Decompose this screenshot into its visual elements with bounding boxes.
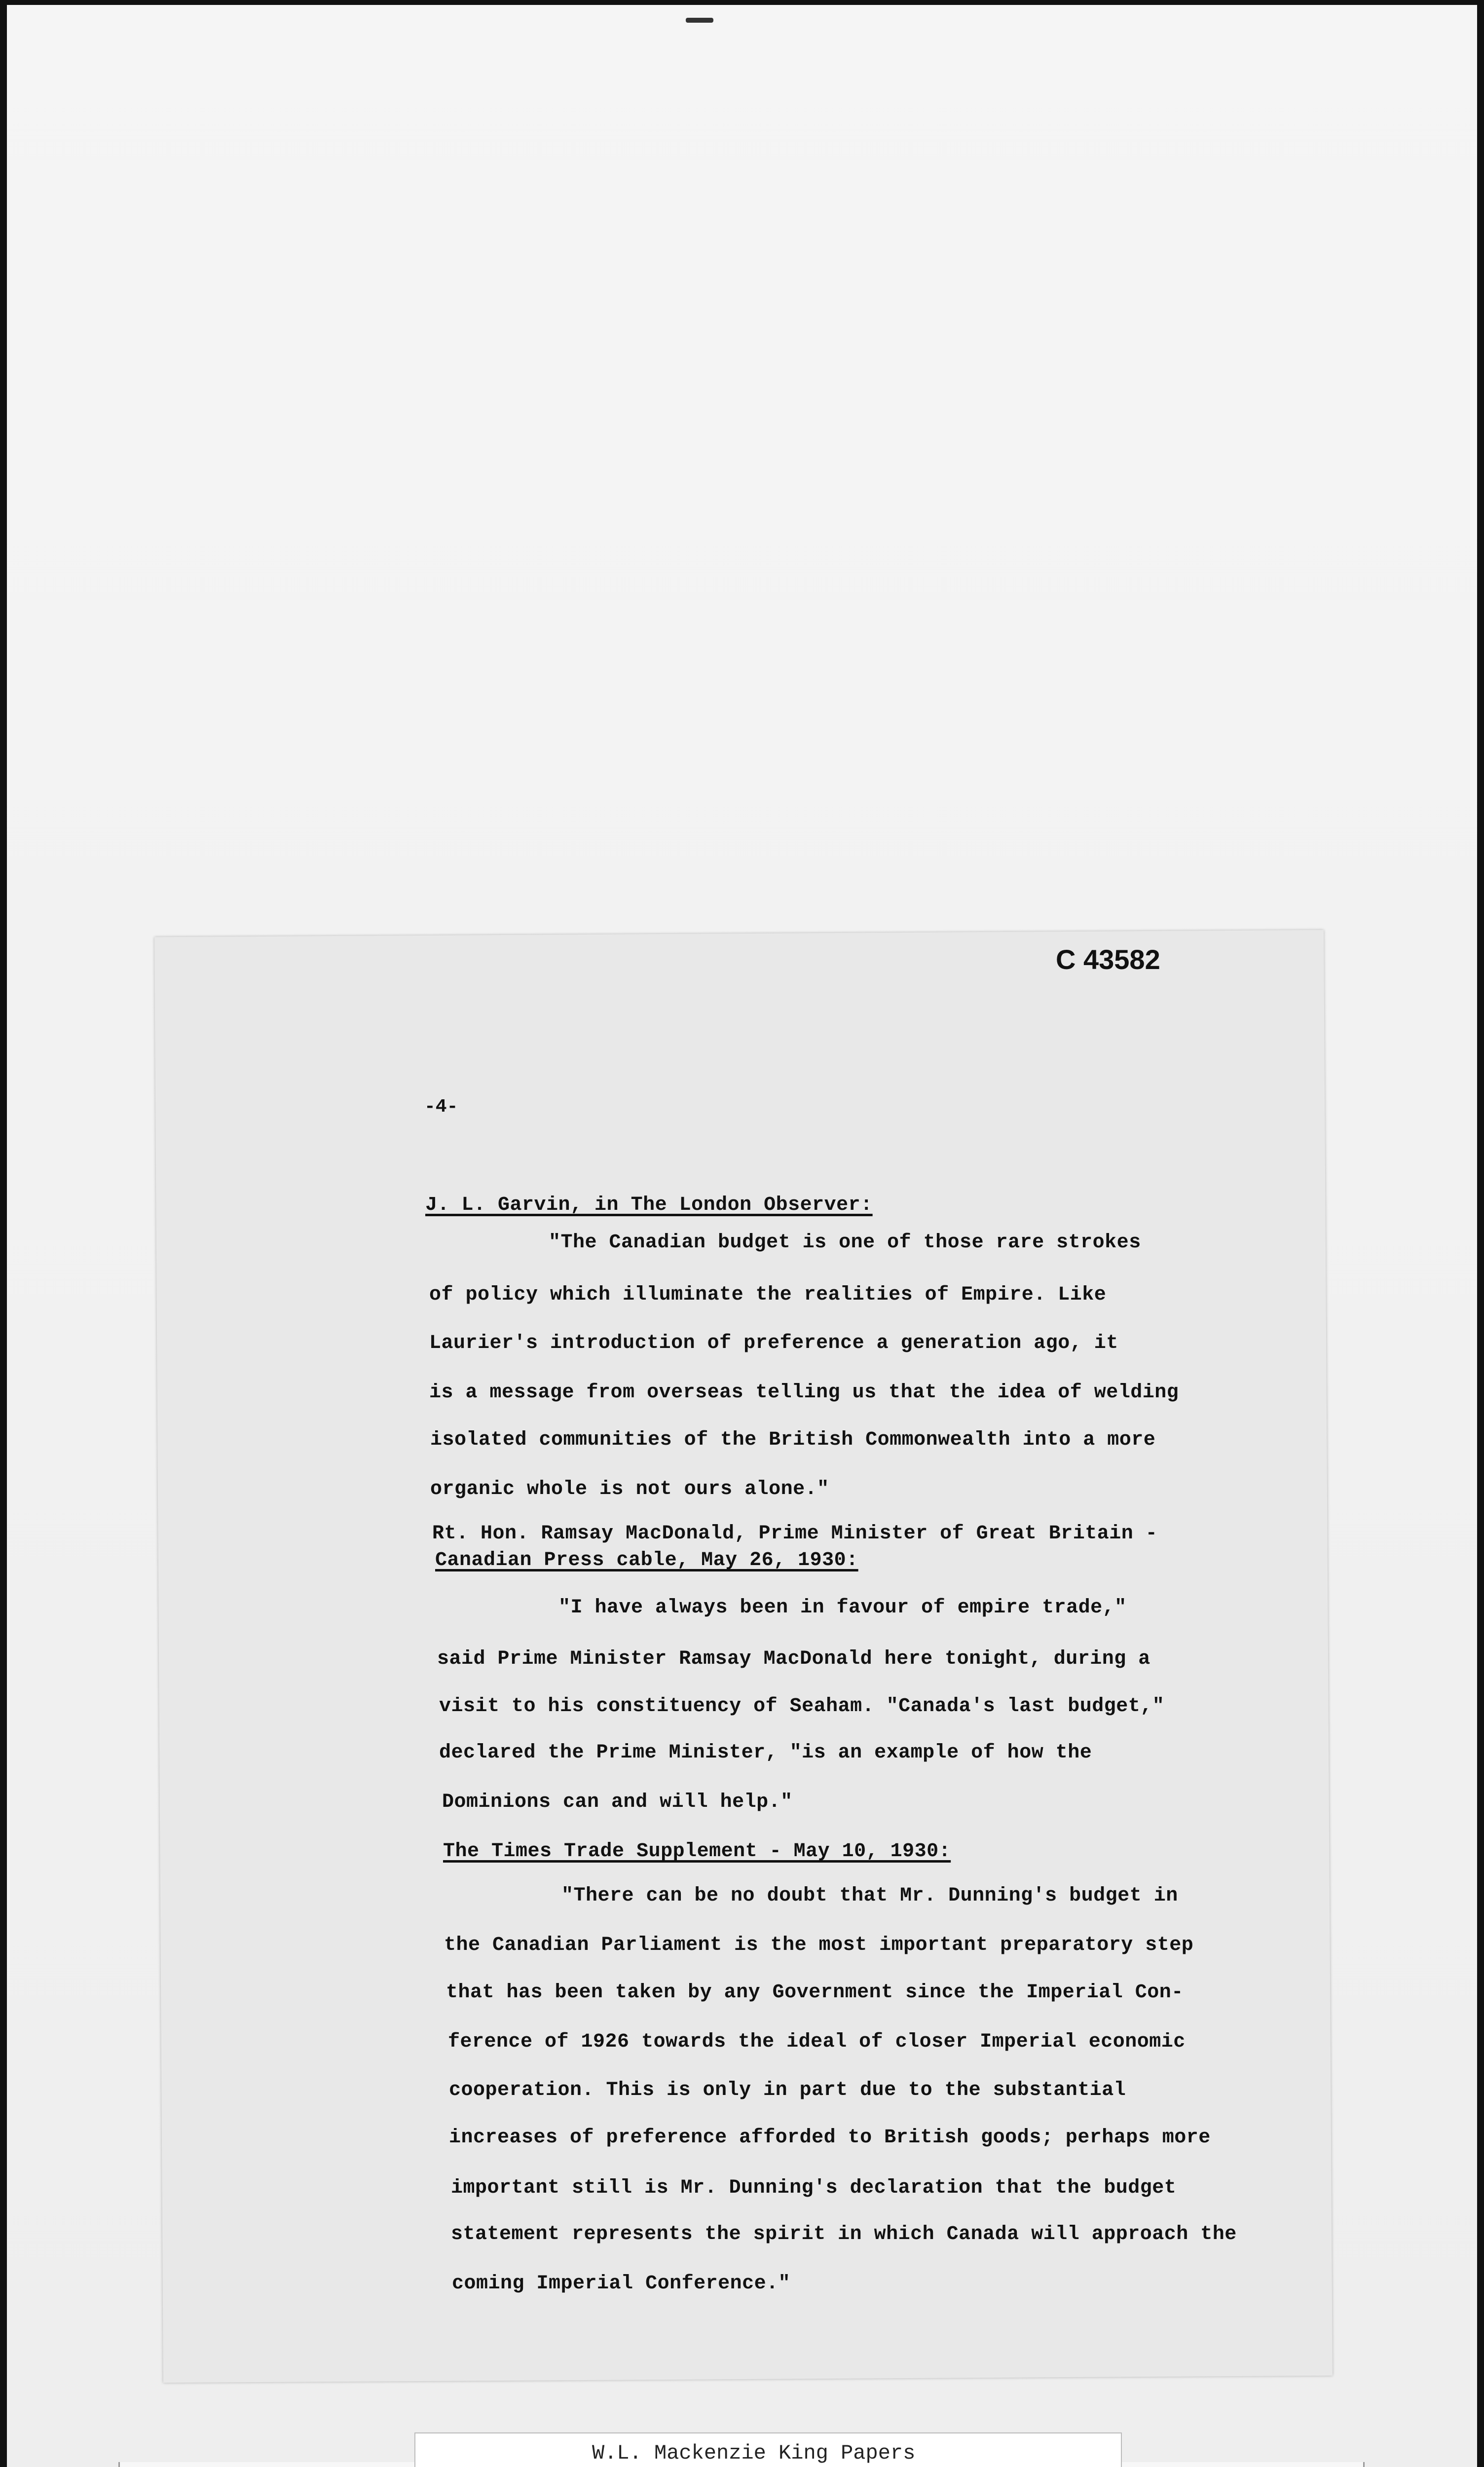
text-line: of policy which illuminate the realities of Empire. Like [429,1284,1107,1306]
heading-times: The Times Trade Supplement - May 10, 1930: [443,1840,951,1863]
text-line: statement represents the spirit in which Canada will approach the [451,2223,1237,2245]
text-line: "I have always been in favour of empire trade," [558,1597,1127,1619]
text-line: organic whole is not ours alone." [430,1478,829,1500]
text-line: visit to his constituency of Seaham. "Canada's last budget," [439,1695,1165,1718]
text-line: important still is Mr. Dunning's declaration that the budget [451,2177,1177,2199]
collection-name: W.L. Mackenzie King Papers [592,2441,916,2465]
page-number: -4- [424,1096,458,1118]
text-line: declared the Prime Minister, "is an example of how the [439,1742,1092,1764]
text-line: Laurier's introduction of preference a generation ago, it [429,1332,1118,1354]
heading-macdonald: Rt. Hon. Ramsay MacDonald, Prime Minister of Great Britain - [432,1523,1158,1545]
text-line: coming Imperial Conference." [452,2273,791,2295]
text-line: increases of preference afforded to British goods; perhaps more [449,2127,1211,2149]
film-border-left [0,0,7,2467]
text-line: ference of 1926 towards the ideal of closer Imperial economic [448,2031,1186,2053]
text-line: the Canadian Parliament is the most important preparatory step [444,1934,1194,1956]
heading-garvin: J. L. Garvin, in The London Observer: [425,1194,873,1216]
text-line: said Prime Minister Ramsay MacDonald here tonight, during a [437,1648,1150,1670]
text-line: cooperation. This is only in part due to the substantial [449,2079,1126,2101]
text-line: "The Canadian budget is one of those rare strokes [549,1232,1141,1254]
text-line: isolated communities of the British Commonwealth into a more [430,1429,1156,1451]
heading-macdonald-source: Canadian Press cable, May 26, 1930: [435,1549,858,1571]
film-border-top [0,0,1484,5]
reference-number: C 43582 [1056,944,1160,975]
text-line: is a message from overseas telling us that the idea of welding [429,1382,1179,1404]
film-mark [686,18,713,23]
text-line: "There can be no doubt that Mr. Dunning's budget in [561,1885,1178,1907]
text-line: that has been taken by any Government since the Imperial Con- [446,1981,1184,2004]
text-line: Dominions can and will help." [442,1791,793,1813]
film-border-right [1477,0,1484,2467]
